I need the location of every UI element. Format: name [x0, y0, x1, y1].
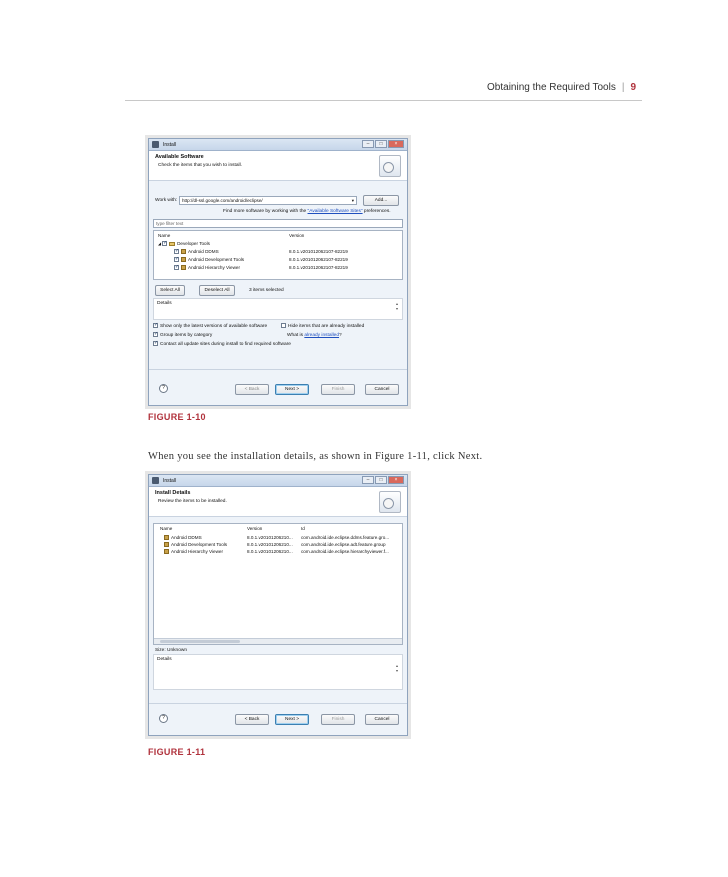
row-name: Android Hierarchy Viewer: [171, 549, 224, 554]
close-icon[interactable]: ×: [388, 140, 404, 148]
install-wizard-icon: [379, 491, 401, 513]
option-label: Contact all update sites during install to find required software: [160, 341, 291, 347]
wizard-subtitle: Check the items that you wish to install.: [158, 163, 242, 168]
column-header-name[interactable]: Name: [160, 526, 173, 531]
tree-row[interactable]: [174, 265, 240, 270]
table-row[interactable]: [164, 542, 227, 547]
tree-row-label: Android Hierarchy Viewer: [188, 265, 241, 270]
scroll-down-icon[interactable]: ▾: [396, 668, 399, 673]
cancel-button[interactable]: Cancel: [365, 714, 399, 725]
option-hide-installed[interactable]: [281, 323, 364, 329]
plugin-package-icon: [181, 257, 186, 262]
back-button[interactable]: < Back: [235, 384, 269, 395]
details-panel: [153, 298, 403, 320]
row-version: 8.0.1.v20101206210...: [247, 535, 293, 540]
checkbox[interactable]: [153, 323, 158, 328]
body-paragraph: When you see the installation details, as shown in Figure 1-11, click Next.: [148, 451, 483, 462]
plugin-package-icon: [164, 549, 169, 554]
tree-row[interactable]: [174, 249, 219, 254]
horizontal-scrollbar[interactable]: [154, 638, 402, 644]
scrollbar-thumb[interactable]: [160, 640, 240, 643]
tree-row-label: Android Development Tools: [188, 257, 245, 262]
install-items-table: [153, 523, 403, 645]
what-is-prefix: What is: [287, 333, 303, 338]
plugin-package-icon: [164, 535, 169, 540]
tree-row-version: 8.0.1.v201012062107-82219: [289, 249, 348, 254]
wizard-title: Install Details: [155, 490, 191, 496]
page-number: 9: [630, 82, 636, 93]
option-label: Group items by category: [160, 332, 213, 338]
what-is-suffix: ?: [339, 333, 342, 338]
window-title: Install: [163, 478, 177, 484]
work-with-value: http://dl-ssl.google.com/android/eclipse/: [182, 198, 263, 203]
maximize-icon[interactable]: □: [375, 476, 387, 484]
row-id: com.android.ide.eclipse.adt.feature.group: [301, 542, 386, 547]
tree-row-label: Developer Tools: [177, 241, 210, 246]
scroll-up-icon[interactable]: ▴: [396, 301, 399, 306]
window-controls: [362, 476, 404, 484]
figure-caption: FIGURE 1-11: [148, 747, 206, 757]
table-row[interactable]: [164, 549, 223, 554]
option-latest-versions[interactable]: [153, 323, 267, 329]
window-title: Install: [163, 142, 177, 148]
deselect-all-button[interactable]: Deselect All: [199, 285, 235, 296]
details-label: Details: [157, 657, 172, 662]
column-header-version[interactable]: Version: [247, 526, 263, 531]
finish-button[interactable]: Finish: [321, 384, 355, 395]
already-installed-link[interactable]: already installed: [304, 333, 340, 338]
window-controls: [362, 140, 404, 148]
button-bar-divider: [149, 369, 408, 370]
what-is-installed-text: [287, 333, 342, 338]
option-label: Show only the latest versions of available software: [160, 323, 268, 329]
wizard-header: [149, 487, 407, 517]
plugin-package-icon: [181, 265, 186, 270]
scroll-down-icon[interactable]: ▾: [396, 306, 399, 311]
eclipse-window-icon: [152, 477, 159, 484]
selected-count: 3 items selected: [249, 288, 284, 293]
collapse-triangle-icon[interactable]: ◢: [158, 241, 162, 246]
running-head-separator: |: [621, 82, 625, 93]
minimize-icon[interactable]: –: [362, 140, 374, 148]
row-id: com.android.ide.eclipse.hierarchyviewer.f...: [301, 549, 389, 554]
next-button[interactable]: Next >: [275, 714, 309, 725]
chevron-down-icon: ▾: [351, 198, 354, 203]
checkbox[interactable]: [174, 265, 179, 270]
finish-button[interactable]: Finish: [321, 714, 355, 725]
wizard-header: [149, 151, 407, 181]
next-button[interactable]: Next >: [275, 384, 309, 395]
column-header-name[interactable]: Name: [158, 233, 171, 238]
details-panel: [153, 654, 403, 690]
details-label: Details: [157, 301, 172, 306]
table-row[interactable]: [164, 535, 202, 540]
work-with-label: Work with:: [155, 198, 178, 203]
row-version: 8.0.1.v20101206210...: [247, 542, 293, 547]
details-scrollbar[interactable]: [396, 301, 401, 311]
tree-row-version: 8.0.1.v201012062107-82219: [289, 257, 348, 262]
maximize-icon[interactable]: □: [375, 140, 387, 148]
close-icon[interactable]: ×: [388, 476, 404, 484]
available-software-sites-link[interactable]: "Available Software Sites": [307, 209, 363, 214]
folder-icon: [169, 242, 175, 246]
running-head-title: Obtaining the Required Tools: [487, 82, 616, 93]
row-name: Android DDMS: [171, 535, 202, 540]
plugin-package-icon: [181, 249, 186, 254]
checkbox[interactable]: [162, 241, 167, 246]
more-software-prefix: Find more software by working with the: [223, 209, 307, 214]
column-header-id[interactable]: Id: [301, 526, 305, 531]
software-tree: [153, 230, 403, 280]
tree-row-label: Android DDMS: [188, 249, 219, 254]
row-id: com.android.ide.eclipse.ddms.feature.gro...: [301, 535, 390, 540]
select-all-button[interactable]: Select All: [155, 285, 185, 296]
running-head: [487, 82, 636, 93]
install-window-available-software: [148, 138, 408, 406]
details-scrollbar[interactable]: [396, 663, 401, 673]
size-label: Size: Unknown: [155, 648, 187, 653]
checkbox[interactable]: [281, 323, 286, 328]
install-window-install-details: [148, 474, 408, 736]
option-group-by-category[interactable]: [153, 332, 212, 338]
help-icon[interactable]: ?: [159, 714, 168, 723]
checkbox[interactable]: [153, 332, 158, 337]
row-version: 8.0.1.v20101206210...: [247, 549, 293, 554]
tree-row-version: 8.0.1.v201012062107-82219: [289, 265, 348, 270]
option-label: Hide items that are already installed: [288, 323, 365, 329]
figure-caption: FIGURE 1-10: [148, 412, 206, 422]
minimize-icon[interactable]: –: [362, 476, 374, 484]
checkbox[interactable]: [174, 257, 179, 262]
wizard-subtitle: Review the items to be installed.: [158, 499, 227, 504]
button-bar-divider: [149, 703, 408, 704]
window-titlebar: [149, 139, 407, 151]
plugin-package-icon: [164, 542, 169, 547]
scroll-up-icon[interactable]: ▴: [396, 663, 399, 668]
cancel-button[interactable]: Cancel: [365, 384, 399, 395]
filter-input[interactable]: type filter text: [153, 219, 403, 228]
header-rule: [125, 100, 642, 101]
help-icon[interactable]: ?: [159, 384, 168, 393]
row-name: Android Development Tools: [171, 542, 228, 547]
window-titlebar: [149, 475, 407, 487]
wizard-title: Available Software: [155, 154, 204, 160]
tree-row-category[interactable]: [158, 241, 210, 246]
work-with-combo[interactable]: [179, 196, 357, 205]
install-wizard-icon: [379, 155, 401, 177]
add-button[interactable]: Add...: [363, 195, 399, 206]
option-contact-sites[interactable]: [153, 341, 291, 347]
more-software-text: [223, 209, 391, 214]
column-header-version[interactable]: Version: [289, 233, 305, 238]
back-button[interactable]: < Back: [235, 714, 269, 725]
more-software-suffix: preferences.: [363, 209, 391, 214]
tree-row[interactable]: [174, 257, 244, 262]
checkbox[interactable]: [153, 341, 158, 346]
eclipse-window-icon: [152, 141, 159, 148]
checkbox[interactable]: [174, 249, 179, 254]
